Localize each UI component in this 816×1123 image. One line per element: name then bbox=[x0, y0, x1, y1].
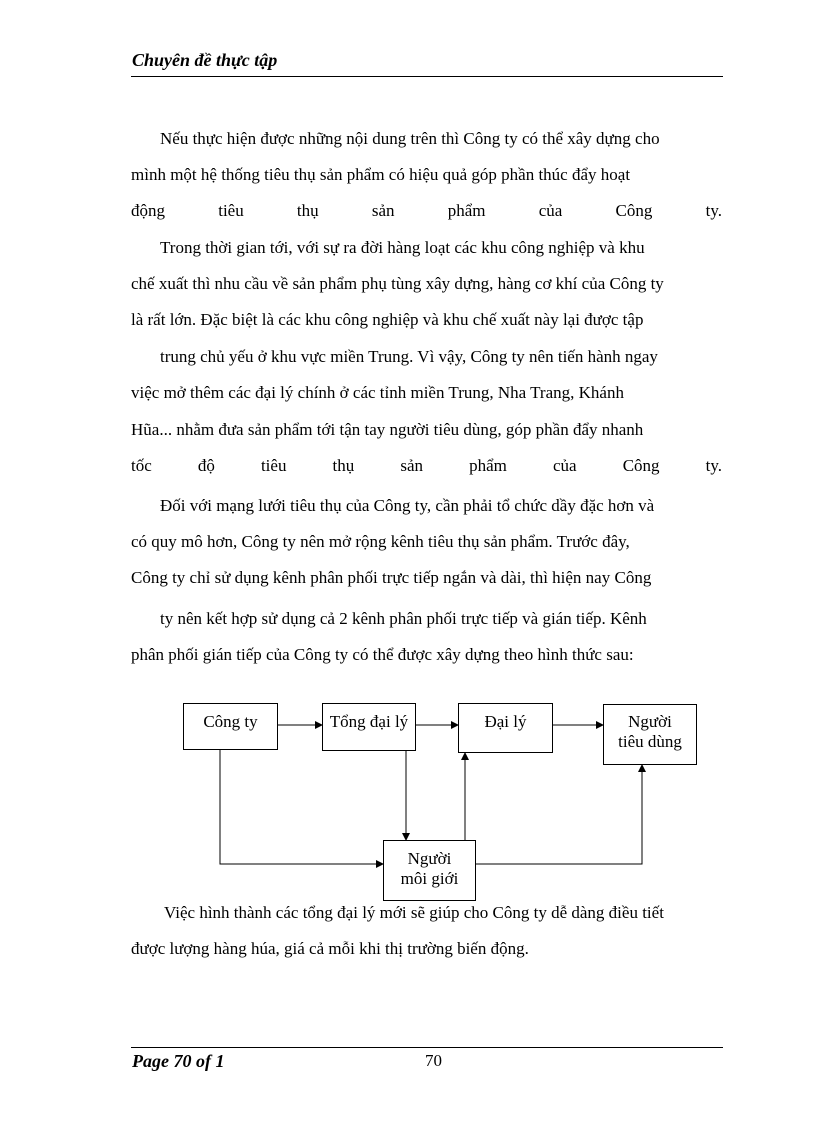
page-header-title: Chuyên đề thực tập bbox=[132, 50, 278, 70]
text-line: có quy mô hơn, Công ty nên mở rộng kênh tiêu thụ sản phẩm. Trước đây, bbox=[131, 532, 630, 551]
text-line: động tiêu thụ sản phẩm của Công ty. bbox=[131, 201, 722, 220]
footer-page-label: Page 70 of 1 bbox=[132, 1051, 225, 1071]
diagram-box-company bbox=[183, 703, 278, 750]
text-line: việc mở thêm các đại lý chính ở các tỉnh miền Trung, Nha Trang, Khánh bbox=[131, 383, 624, 402]
text-line: Nếu thực hiện được những nội dung trên thì Công ty có thể xây dựng cho bbox=[160, 129, 660, 148]
footer-page-number: 70 bbox=[425, 1051, 442, 1070]
diagram-box-general-agent bbox=[322, 703, 416, 751]
text-line: được lượng hàng húa, giá cả mỗi khi thị trường biến động. bbox=[131, 939, 529, 958]
footer-rule bbox=[131, 1047, 723, 1048]
text-line: trung chủ yếu ở khu vực miền Trung. Vì vậy, Công ty nên tiến hành ngay bbox=[160, 347, 658, 366]
text-line: là rất lớn. Đặc biệt là các khu công nghiệp và khu chế xuất này lại được tập bbox=[131, 310, 644, 329]
text-line: chế xuất thì nhu cầu về sản phẩm phụ tùng xây dựng, hàng cơ khí của Công ty bbox=[131, 274, 664, 293]
text-line: tốc độ tiêu thụ sản phẩm của Công ty. bbox=[131, 456, 722, 475]
arrow-broker-to-consumer bbox=[476, 765, 642, 864]
arrow-company-to-broker bbox=[220, 749, 383, 864]
diagram-label-consumer-line2: tiêu dùng bbox=[618, 732, 682, 751]
text-line: Đối với mạng lưới tiêu thụ của Công ty, cần phải tổ chức dầy đặc hơn và bbox=[160, 496, 655, 515]
text-line: mình một hệ thống tiêu thụ sản phẩm có hiệu quả góp phần thúc đẩy hoạt bbox=[131, 165, 631, 184]
diagram-label-company: Công ty bbox=[203, 712, 258, 731]
diagram-label-consumer-line1: Người bbox=[628, 712, 672, 731]
text-line: ty nên kết hợp sử dụng cả 2 kênh phân phối trực tiếp và gián tiếp. Kênh bbox=[160, 609, 647, 628]
text-line: Việc hình thành các tổng đại lý mới sẽ giúp cho Công ty dễ dàng điều tiết bbox=[164, 903, 664, 922]
diagram-label-broker-line2: môi giới bbox=[400, 869, 459, 888]
diagram-box-agent bbox=[458, 703, 553, 753]
text-line: Hũa... nhằm đưa sản phẩm tới tận tay người tiêu dùng, góp phần đẩy nhanh bbox=[131, 420, 644, 439]
diagram-label-general-agent: Tổng đại lý bbox=[329, 712, 409, 731]
text-line: phân phối gián tiếp của Công ty có thể được xây dựng theo hình thức sau: bbox=[131, 645, 634, 664]
diagram-box-broker bbox=[383, 840, 476, 901]
diagram-label-broker-line1: Người bbox=[407, 849, 452, 868]
text-line: Công ty chỉ sử dụng kênh phân phối trực tiếp ngắn và dài, thì hiện nay Công bbox=[131, 568, 652, 587]
diagram-label-agent: Đại lý bbox=[484, 712, 527, 731]
text-line: Trong thời gian tới, với sự ra đời hàng loạt các khu công nghiệp và khu bbox=[160, 238, 645, 257]
diagram-box-consumer bbox=[603, 704, 697, 765]
